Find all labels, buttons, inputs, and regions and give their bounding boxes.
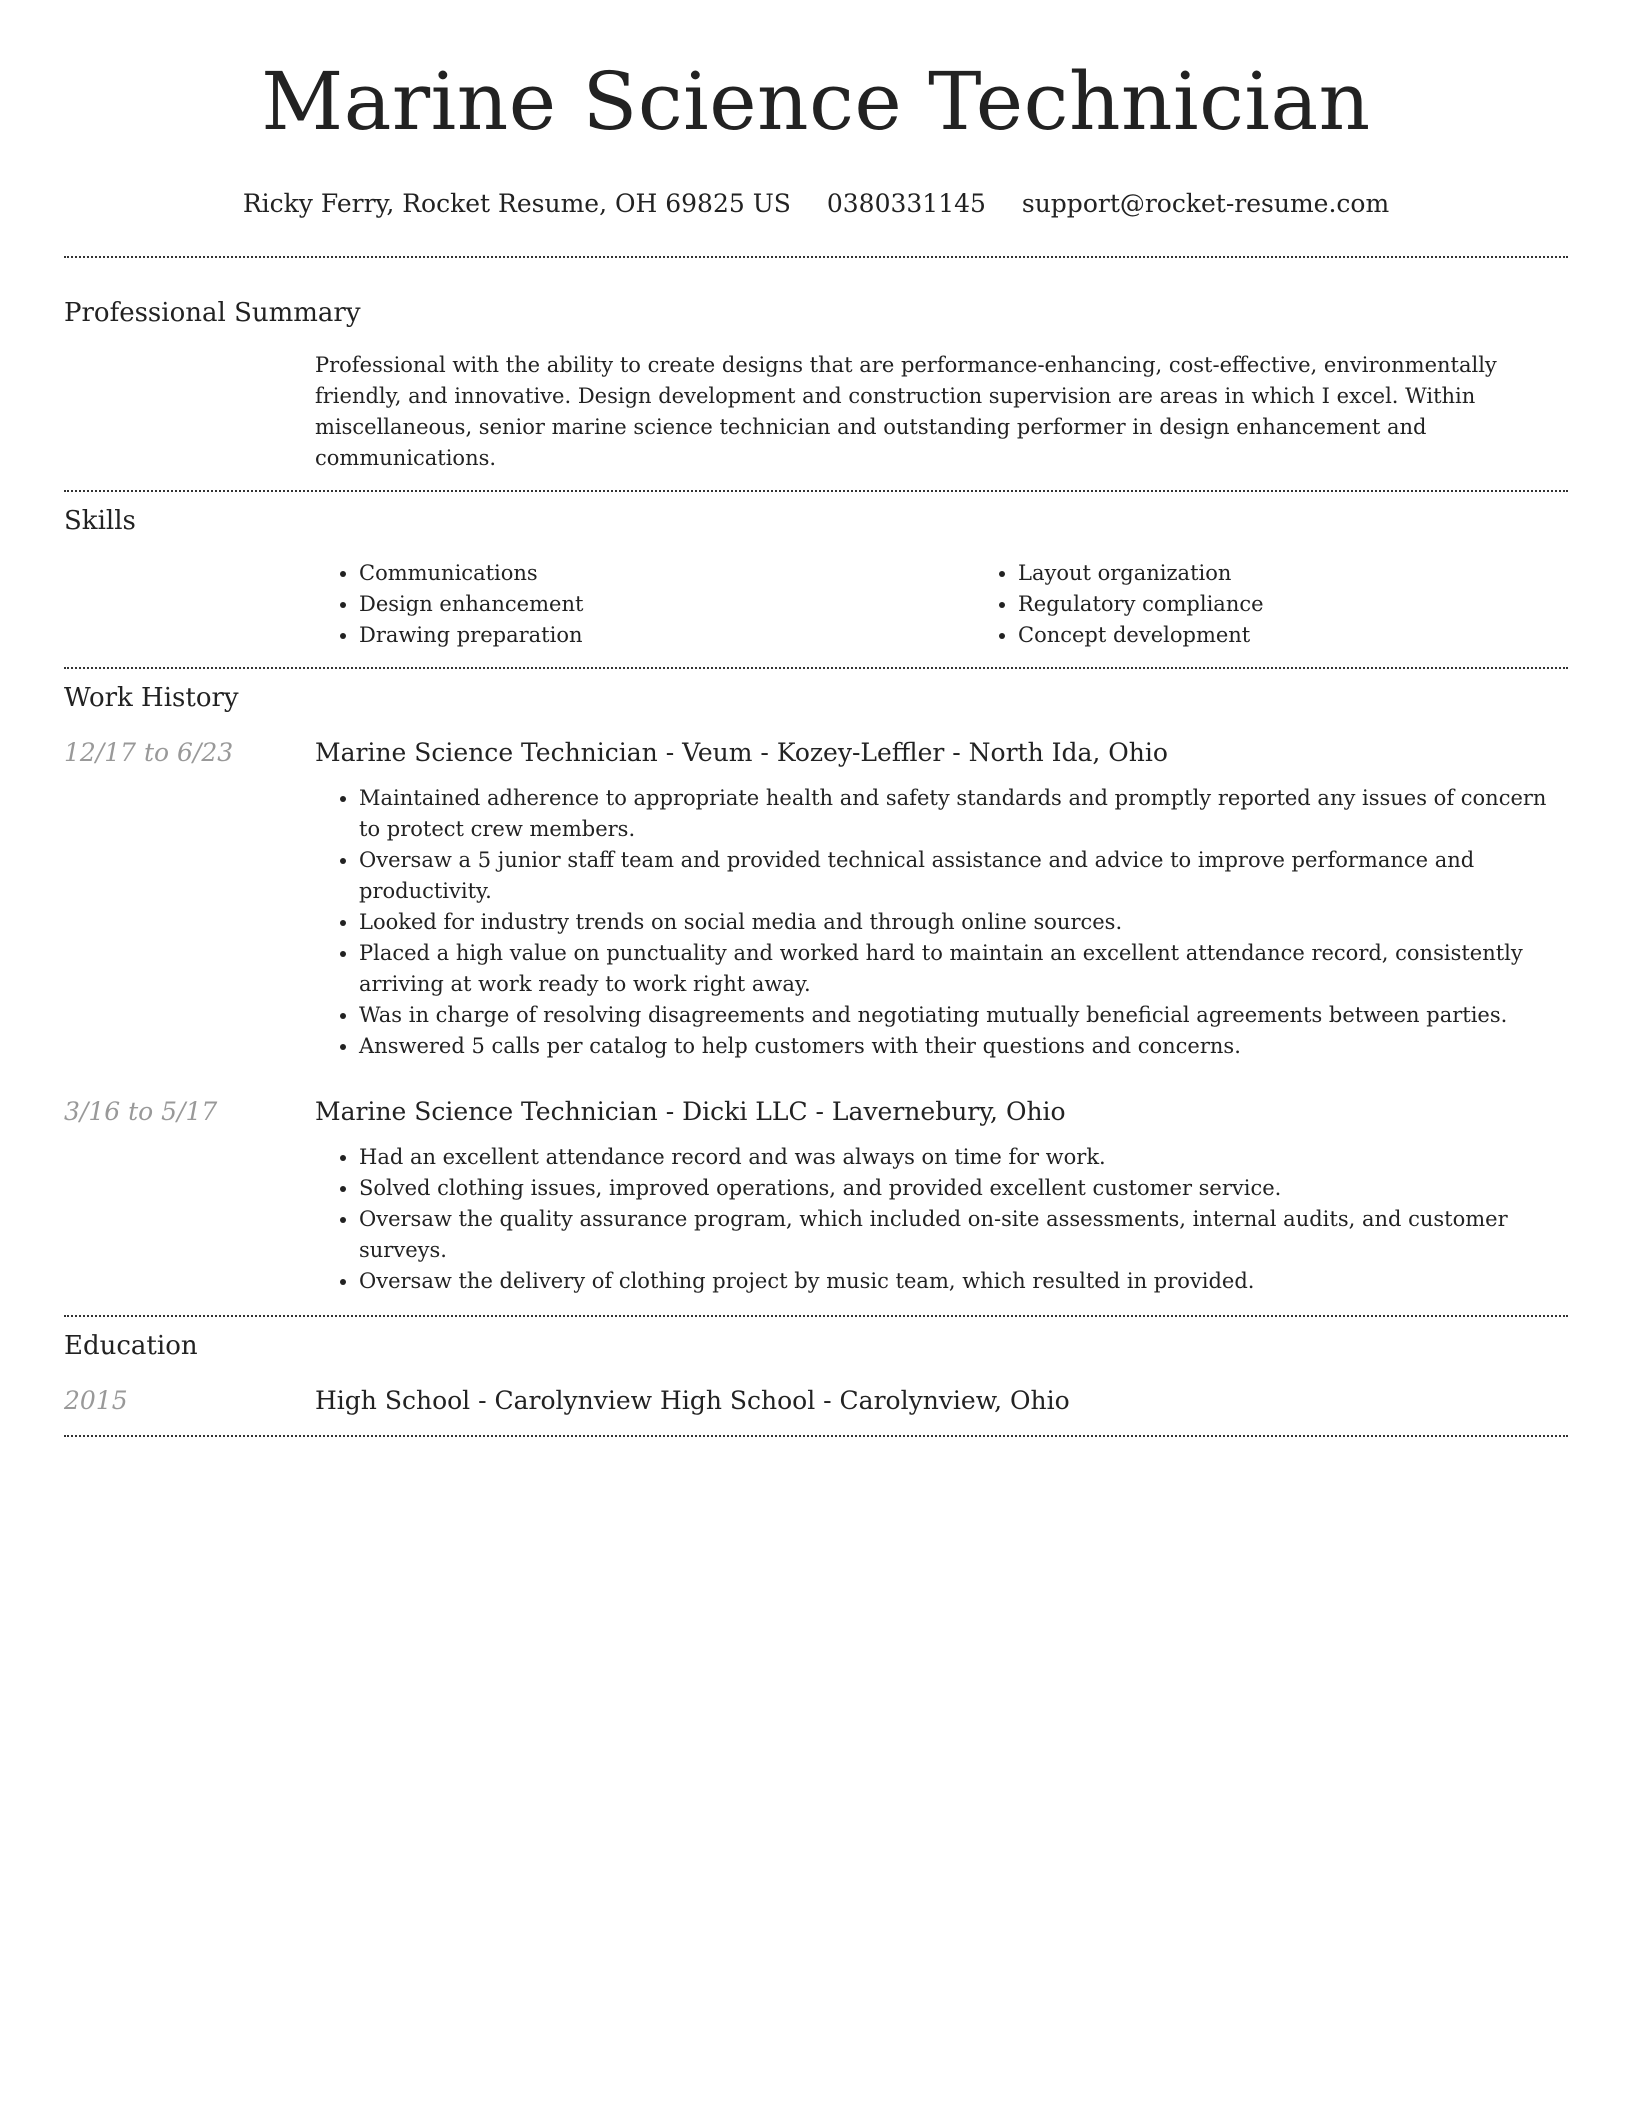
skills-left-spacer [64, 558, 315, 651]
job-title: Marine Science Technician - Dicki LLC - Lavernebury, Ohio [315, 1097, 1066, 1126]
skill-item: • Design enhancement [359, 589, 974, 620]
divider [64, 667, 1568, 669]
job-dates: 12/17 to 6/23 [64, 738, 234, 767]
job-bullet: • Answered 5 calls per catalog to help customers with their questions and concerns. [359, 1031, 1568, 1062]
skills-heading: Skills [64, 506, 136, 536]
skills-section [64, 558, 1568, 651]
skill-item: • Regulatory compliance [1018, 589, 1632, 620]
job-bullet: • Oversaw the quality assurance program, which included on-site assessments, internal audits, and customer surveys. [359, 1204, 1568, 1266]
contact-line [64, 188, 1568, 220]
skills-list-left [315, 558, 974, 651]
job-bullet: • Oversaw a 5 junior staff team and provided technical assistance and advice to improve performance and productivity. [359, 845, 1568, 907]
skill-item: • Drawing preparation [359, 620, 974, 651]
contact-address: Ricky Ferry, Rocket Resume, OH 69825 US [242, 189, 791, 218]
summary-section [64, 350, 1568, 474]
job-bullet: • Oversaw the delivery of clothing project by music team, which resulted in provided. [359, 1266, 1568, 1297]
summary-heading: Professional Summary [64, 298, 361, 328]
job-bullets [315, 783, 1568, 1062]
contact-email: support@rocket-resume.com [1021, 189, 1390, 218]
job-dates: 3/16 to 5/17 [64, 1097, 218, 1126]
divider [64, 490, 1568, 492]
divider [64, 1435, 1568, 1437]
job-bullet: • Had an excellent attendance record and was always on time for work. [359, 1142, 1568, 1173]
job-bullet: • Looked for industry trends on social media and through online sources. [359, 907, 1568, 938]
job-bullet: • Maintained adherence to appropriate health and safety standards and promptly reported any issues of concern to protect crew members. [359, 783, 1568, 845]
education-entry [64, 1385, 1568, 1417]
summary-text: Professional with the ability to create designs that are performance-enhancing, cost-effective, environmentally friendly, and innovative. Design development and construction supervision are areas in which I excel. Within miscellaneous, senior marine science technician and outstanding performer in design enhancement and communications. [315, 353, 1497, 470]
education-title: High School - Carolynview High School - Carolynview, Ohio [315, 1386, 1070, 1415]
skill-item: • Concept development [1018, 620, 1632, 651]
job-bullet: • Placed a high value on punctuality and worked hard to maintain an excellent attendance record, consistently arriving at work ready to work right away. [359, 938, 1568, 1000]
divider [64, 1315, 1568, 1317]
job-bullets [315, 1142, 1568, 1297]
job-bullet: • Was in charge of resolving disagreements and negotiating mutually beneficial agreements between parties. [359, 1000, 1568, 1031]
skill-item: • Layout organization [1018, 558, 1632, 589]
divider [64, 256, 1568, 258]
education-heading: Education [64, 1331, 198, 1361]
skills-list-right [974, 558, 1632, 651]
resume-title: Marine Science Technician [261, 55, 1371, 148]
education-year: 2015 [64, 1386, 128, 1415]
job-title: Marine Science Technician - Veum - Kozey-Leffler - North Ida, Ohio [315, 738, 1168, 767]
contact-phone: 0380331145 [826, 189, 986, 218]
summary-left-spacer [64, 350, 315, 474]
work-heading: Work History [64, 683, 239, 713]
job-entry [64, 737, 1568, 1062]
job-bullet: • Solved clothing issues, improved operations, and provided excellent customer service. [359, 1173, 1568, 1204]
job-entry [64, 1096, 1568, 1297]
skill-item: • Communications [359, 558, 974, 589]
